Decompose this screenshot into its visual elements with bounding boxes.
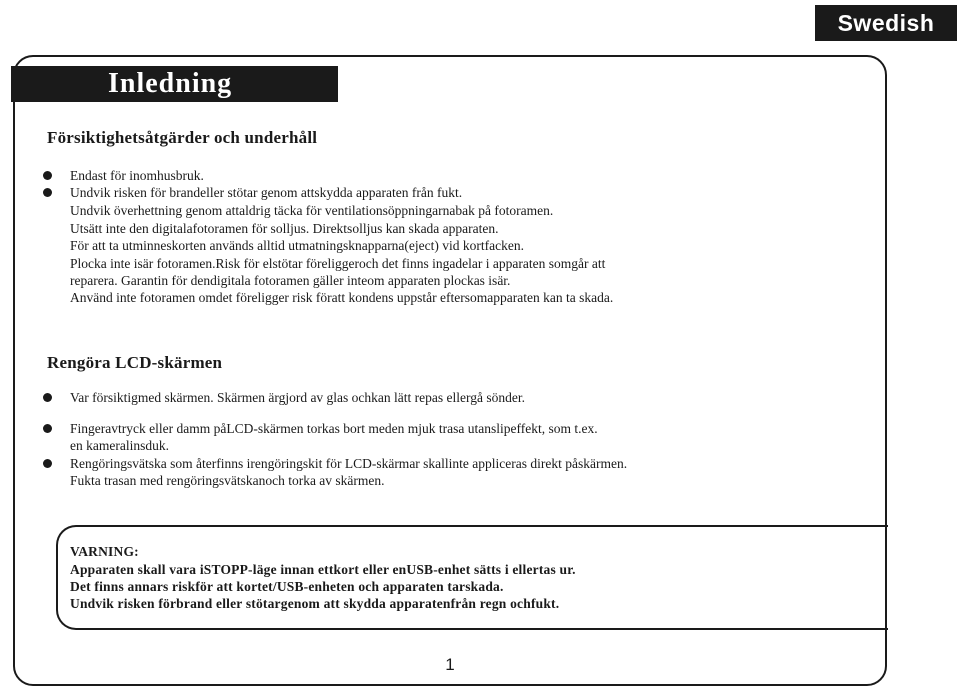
warning-line: Det finns annars riskför att kortet/USB-enheten och apparaten tarskada. <box>70 579 504 594</box>
warning-line: Undvik risken förbrand eller stötargenom att skydda apparatenfrån regn ochfukt. <box>70 596 560 611</box>
bullet-icon <box>43 459 52 468</box>
section-heading-precautions: Försiktighetsåtgärder och underhåll <box>47 128 318 147</box>
bullet-icon <box>43 188 52 197</box>
list-item-line: en kameralinsduk. <box>70 438 169 453</box>
list-item-line: Undvik risken för brandeller stötar genom attskydda apparaten från fukt. <box>70 185 463 200</box>
list-item-line: Undvik överhettning genom attaldrig täcka för ventilationsöppningarnabak på fotoramen. <box>70 203 554 218</box>
list-item-line: Var försiktigmed skärmen. Skärmen ärgjord av glas ochkan lätt repas ellergå sönder. <box>70 390 525 405</box>
section-heading-lcd-cleaning: Rengöra LCD-skärmen <box>47 353 223 372</box>
language-tab: Swedish <box>815 5 957 41</box>
list-item-line: Använd inte fotoramen omdet föreligger risk föratt kondens uppstår eftersomapparaten kan ta skada. <box>70 290 614 305</box>
list-item-line: Utsätt inte den digitalafotoramen för solljus. Direktsolljus kan skada apparaten. <box>70 221 499 236</box>
list-item-line: reparera. Garantin för dendigitala fotoramen gäller inteom apparaten plockas isär. <box>70 273 511 288</box>
warning-title: VARNING: <box>70 544 139 559</box>
bullet-icon <box>43 424 52 433</box>
list-item-line: Fingeravtryck eller damm påLCD-skärmen torkas bort meden mjuk trasa utanslipeffekt, som t.ex. <box>70 421 598 436</box>
list-item-line: För att ta utminneskorten används alltid utmatningsknapparna(eject) vid kortfacken. <box>70 238 524 253</box>
list-item-line: Fukta trasan med rengöringsvätskanoch torka av skärmen. <box>70 473 385 488</box>
list-item-line: Plocka inte isär fotoramen.Risk för elstötar föreliggeroch det finns ingadelar i apparaten somgår att <box>70 256 606 271</box>
bullet-icon <box>43 393 52 402</box>
list-item-line: Endast för inomhusbruk. <box>70 168 204 183</box>
list-item-line: Rengöringsvätska som återfinns irengöringskit för LCD-skärmar skallinte appliceras direkt påskärmen. <box>70 456 628 471</box>
page-number: 1 <box>445 655 455 674</box>
bullet-icon <box>43 171 52 180</box>
page-title: Inledning <box>11 66 338 102</box>
warning-line: Apparaten skall vara iSTOPP-läge innan ettkort eller enUSB-enhet sätts i ellertas ur. <box>70 562 576 577</box>
